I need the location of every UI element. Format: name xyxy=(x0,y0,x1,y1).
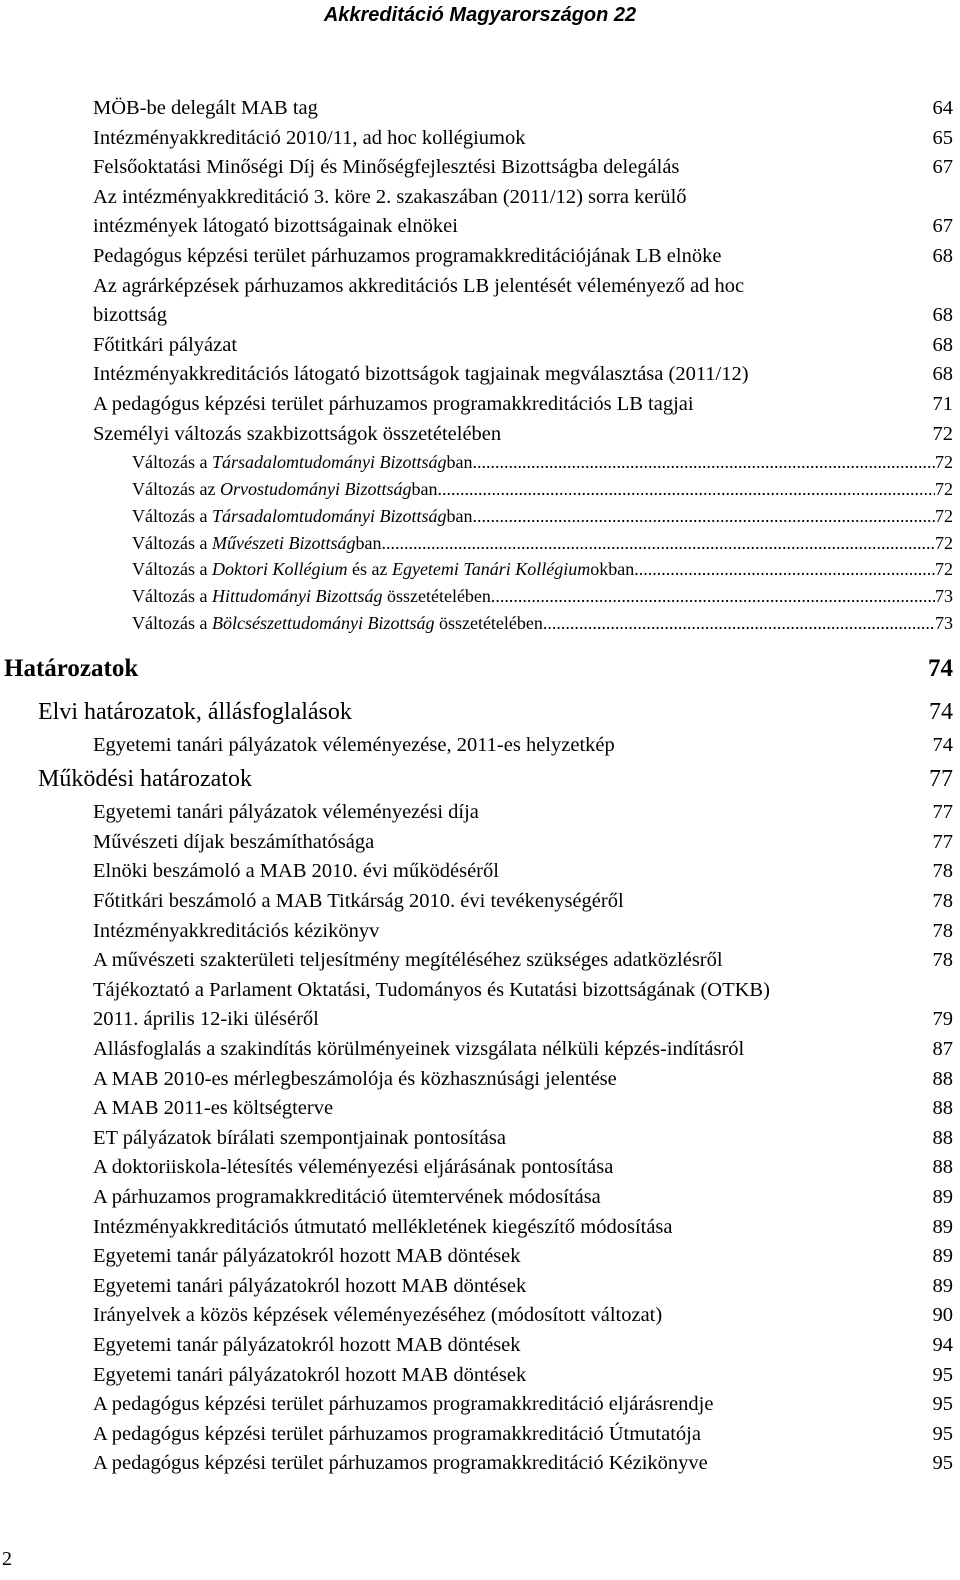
toc-sub-entry-segment: ban xyxy=(446,505,473,526)
toc-entry[interactable] xyxy=(0,242,960,272)
toc-entry-text: Egyetemi tanári pályázatok véleményezése, 2011-es helyzetkép xyxy=(93,733,615,756)
toc-entry[interactable] xyxy=(0,887,960,917)
toc-entry[interactable] xyxy=(0,1361,960,1391)
toc-entry[interactable] xyxy=(0,331,960,361)
toc-sub-entry[interactable] xyxy=(0,503,960,530)
toc-entries-mukodesi xyxy=(0,798,960,1479)
toc-entry-page: 90 xyxy=(932,1304,953,1327)
toc-entry-text: Irányelvek a közös képzések véleményezéséhez (módosított változat) xyxy=(93,1304,663,1327)
toc-sub-entry-line xyxy=(132,476,953,503)
toc-sub-entry-page: 73 xyxy=(935,612,953,633)
toc-entry-page: 68 xyxy=(932,304,953,327)
toc-entry[interactable] xyxy=(0,1094,960,1124)
toc-entry-text: ET pályázatok bírálati szempontjainak pontosítása xyxy=(93,1126,506,1149)
running-header: Akkreditáció Magyarországon 22 xyxy=(323,4,637,26)
toc-sub-entry[interactable] xyxy=(0,583,960,610)
toc-entry[interactable] xyxy=(0,976,960,1006)
toc-entry[interactable] xyxy=(0,828,960,858)
toc-sub-entry-segment: Változás a xyxy=(132,532,212,553)
toc-entry-page: 74 xyxy=(932,733,953,756)
toc-entry[interactable] xyxy=(0,153,960,183)
toc-sub-entry-page: 72 xyxy=(935,559,953,580)
section-page: 77 xyxy=(929,766,953,793)
toc-entry[interactable] xyxy=(0,94,960,124)
section-heading-elvi[interactable] xyxy=(0,693,960,731)
toc-sub-entry-italic: Társadalomtudományi Bizottság xyxy=(211,452,447,473)
toc-sub-entry-italic: Társadalomtudományi Bizottság xyxy=(211,505,447,526)
toc-sub-entry-segment: okban xyxy=(590,559,635,580)
toc-entry-page: 67 xyxy=(932,156,953,179)
toc-entry[interactable] xyxy=(0,1420,960,1450)
toc-sub-entry-italic: Egyetemi Tanári Kollégium xyxy=(391,559,591,580)
toc-entry-page: 95 xyxy=(932,1393,953,1416)
toc-entry[interactable] xyxy=(0,420,960,450)
toc-entry-page: 65 xyxy=(932,126,953,149)
toc-entry-page: 95 xyxy=(932,1363,953,1386)
toc-entry-page: 88 xyxy=(932,1156,953,1179)
toc-entry[interactable] xyxy=(0,798,960,828)
toc-sub-entry-segment: ban xyxy=(411,478,438,499)
toc-entry-page: 88 xyxy=(932,1067,953,1090)
toc-entry[interactable] xyxy=(0,1213,960,1243)
toc-entry[interactable] xyxy=(0,1331,960,1361)
toc-entry[interactable] xyxy=(0,1272,960,1302)
toc-entry-page: 78 xyxy=(932,860,953,883)
toc-entry-page: 78 xyxy=(932,890,953,913)
toc-entry-text: Allásfoglalás a szakindítás körülményeinek vizsgálata nélküli képzés-indításról xyxy=(93,1038,745,1061)
toc-entry-page: 79 xyxy=(932,1008,953,1031)
section-heading-hatarozatok[interactable] xyxy=(0,645,960,693)
toc-entry-text: A pedagógus képzési terület párhuzamos programakkreditáció Útmutatója xyxy=(93,1422,701,1445)
toc-entry-text: Művészeti díjak beszámíthatósága xyxy=(93,830,375,853)
toc-sub-entry-segment: Változás a xyxy=(132,505,212,526)
toc-entry-text: Intézményakkreditációs látogató bizottságok tagjainak megválasztása (2011/12) xyxy=(93,363,749,386)
section-page: 74 xyxy=(929,698,953,725)
toc-sub-entry-segment: összetételében xyxy=(434,612,543,633)
toc-entry-page: 71 xyxy=(932,392,953,415)
section-title: Elvi határozatok, állásfoglalások xyxy=(38,698,352,725)
toc-entry[interactable] xyxy=(0,390,960,420)
toc-entry-page: 94 xyxy=(932,1333,953,1356)
toc-sub-entry-segment: Változás a xyxy=(132,559,212,580)
toc-entry-text: Intézményakkreditáció 2010/11, ad hoc kollégiumok xyxy=(93,126,526,149)
page-number: 2 xyxy=(2,1548,12,1570)
table-of-contents xyxy=(0,94,960,1479)
toc-entry[interactable] xyxy=(0,212,960,242)
dot-leader xyxy=(491,583,935,610)
toc-entry[interactable] xyxy=(0,1301,960,1331)
toc-sub-entry-label xyxy=(132,476,437,503)
toc-sub-entry[interactable] xyxy=(0,530,960,557)
toc-sub-entry-label xyxy=(132,530,381,557)
toc-entry-text: 2011. április 12-iki üléséről xyxy=(93,1008,319,1031)
toc-entry[interactable] xyxy=(0,857,960,887)
toc-entry-text: A MAB 2010-es mérlegbeszámolója és közhasznúsági jelentése xyxy=(93,1067,617,1090)
toc-entry[interactable] xyxy=(0,124,960,154)
toc-sub-entry-segment: és az xyxy=(347,559,392,580)
toc-entry-text: A pedagógus képzési terület párhuzamos programakkreditáció Kézikönyve xyxy=(93,1452,708,1475)
toc-entry[interactable] xyxy=(0,272,960,302)
toc-entries-top xyxy=(0,94,960,449)
toc-entry-text: Egyetemi tanári pályázatok véleményezési díja xyxy=(93,801,479,824)
toc-entry-text: A párhuzamos programakkreditáció ütemtervének módosítása xyxy=(93,1186,601,1209)
toc-entry-text: Főtitkári beszámoló a MAB Titkárság 2010. évi tevékenységéről xyxy=(93,890,624,913)
toc-sub-entry-label xyxy=(132,449,473,476)
toc-entry-text: Elnöki beszámoló a MAB 2010. évi működéséről xyxy=(93,860,499,883)
toc-entry-text: Intézményakkreditációs kézikönyv xyxy=(93,919,380,942)
toc-entry-text: Az intézményakkreditáció 3. köre 2. szakaszában (2011/12) sorra kerülő xyxy=(93,185,687,208)
toc-entry-text: Személyi változás szakbizottságok összetételében xyxy=(93,422,502,445)
toc-entry[interactable] xyxy=(0,1390,960,1420)
toc-sub-entry-segment: ban xyxy=(446,452,473,473)
toc-entry-page: 89 xyxy=(932,1215,953,1238)
toc-sub-entry-line xyxy=(132,449,953,476)
toc-entry[interactable] xyxy=(0,1035,960,1065)
toc-sub-entry-label xyxy=(132,503,473,530)
toc-sub-entry-page: 73 xyxy=(935,586,953,607)
toc-entry-page: 95 xyxy=(932,1422,953,1445)
toc-entry[interactable] xyxy=(0,917,960,947)
toc-entry-page: 68 xyxy=(932,363,953,386)
toc-entry[interactable] xyxy=(0,1065,960,1095)
toc-entry[interactable] xyxy=(0,1449,960,1479)
toc-entry-text: A pedagógus képzési terület párhuzamos programakkreditációs LB tagjai xyxy=(93,392,694,415)
toc-entry-text: A művészeti szakterületi teljesítmény megítéléséhez szükséges adatközlésről xyxy=(93,949,723,972)
toc-sub-entries xyxy=(0,449,960,637)
toc-entry-page: 68 xyxy=(932,333,953,356)
toc-sub-entry-segment: Változás az xyxy=(132,478,220,499)
toc-entry[interactable] xyxy=(0,1153,960,1183)
toc-entry[interactable] xyxy=(0,946,960,976)
toc-entry-text: Egyetemi tanár pályázatokról hozott MAB döntések xyxy=(93,1245,521,1268)
toc-entry-page: 64 xyxy=(932,97,953,119)
toc-entry-text: intézmények látogató bizottságainak elnökei xyxy=(93,215,458,238)
toc-entries-elvi xyxy=(0,731,960,761)
toc-entry-text: A doktoriiskola-létesítés véleményezési eljárásának pontosítása xyxy=(93,1156,614,1179)
toc-entry-text: Intézményakkreditációs útmutató mellékletének kiegészítő módosítása xyxy=(93,1215,673,1238)
toc-sub-entry-segment: összetételében xyxy=(382,586,491,607)
dot-leader xyxy=(437,476,935,503)
toc-sub-entry[interactable] xyxy=(0,556,960,583)
toc-entry[interactable] xyxy=(0,731,960,761)
toc-sub-entry[interactable] xyxy=(0,449,960,476)
toc-entry-page: 78 xyxy=(932,919,953,942)
toc-entry-text: Egyetemi tanári pályázatokról hozott MAB döntések xyxy=(93,1363,527,1386)
toc-entry-text: A pedagógus képzési terület párhuzamos programakkreditáció eljárásrendje xyxy=(93,1393,714,1416)
toc-sub-entry-label xyxy=(132,583,491,610)
toc-sub-entry-italic: Hittudományi Bizottság xyxy=(211,586,383,607)
toc-entry[interactable] xyxy=(0,1183,960,1213)
toc-entry[interactable] xyxy=(0,301,960,331)
toc-entry[interactable] xyxy=(0,1242,960,1272)
toc-sub-entry-line xyxy=(132,610,953,637)
toc-entry-text: MÖB-be delegált MAB tag xyxy=(93,97,318,119)
toc-entry-text: Az agrárképzések párhuzamos akkreditációs LB jelentését véleményező ad hoc xyxy=(93,274,745,297)
toc-sub-entry-italic: Orvostudományi Bizottság xyxy=(219,478,412,499)
toc-entry-page: 89 xyxy=(932,1186,953,1209)
toc-entry-page: 88 xyxy=(932,1126,953,1149)
dot-leader xyxy=(634,556,935,583)
toc-sub-entry[interactable] xyxy=(0,610,960,637)
toc-entry[interactable] xyxy=(0,360,960,390)
toc-sub-entry-segment: ban xyxy=(355,532,382,553)
toc-sub-entry-segment: Változás a xyxy=(132,586,212,607)
toc-sub-entry-line xyxy=(132,503,953,530)
dot-leader xyxy=(381,530,935,557)
toc-entry-page: 77 xyxy=(932,830,953,853)
toc-sub-entry-page: 72 xyxy=(935,452,953,473)
toc-sub-entry-label xyxy=(132,610,543,637)
toc-sub-entry-italic: Doktori Kollégium xyxy=(211,559,348,580)
toc-sub-entry[interactable] xyxy=(0,476,960,503)
section-title: Működési határozatok xyxy=(38,766,252,793)
toc-entry[interactable] xyxy=(0,1005,960,1035)
dot-leader xyxy=(473,449,936,476)
dot-leader xyxy=(543,610,935,637)
toc-entry-page: 72 xyxy=(932,422,953,445)
toc-sub-entry-line xyxy=(132,530,953,557)
toc-sub-entry-page: 72 xyxy=(935,478,953,499)
toc-entry-page: 89 xyxy=(932,1245,953,1268)
toc-entry-text: Egyetemi tanár pályázatokról hozott MAB döntések xyxy=(93,1333,521,1356)
toc-sub-entry-italic: Művészeti Bizottság xyxy=(211,532,356,553)
toc-entry-page: 89 xyxy=(932,1274,953,1297)
toc-entry[interactable] xyxy=(0,183,960,213)
toc-sub-entry-label xyxy=(132,556,634,583)
toc-entry[interactable] xyxy=(0,1124,960,1154)
toc-entry-text: bizottság xyxy=(93,304,168,327)
toc-sub-entry-page: 72 xyxy=(935,505,953,526)
toc-entry-text: Tájékoztató a Parlament Oktatási, Tudományos és Kutatási bizottságának (OTKB) xyxy=(93,978,770,1001)
toc-sub-entry-page: 72 xyxy=(935,532,953,553)
toc-sub-entry-italic: Bölcsészettudományi Bizottság xyxy=(211,612,435,633)
toc-entry-text: Főtitkári pályázat xyxy=(93,333,238,356)
toc-entry-page: 68 xyxy=(932,244,953,267)
section-title: Határozatok xyxy=(4,654,139,682)
section-page: 74 xyxy=(928,654,953,682)
toc-entry-page: 87 xyxy=(932,1038,953,1061)
toc-entry-page: 88 xyxy=(932,1097,953,1120)
toc-entry-page: 95 xyxy=(932,1452,953,1475)
toc-entry-page: 77 xyxy=(932,801,953,824)
toc-entry-text: Egyetemi tanári pályázatokról hozott MAB döntések xyxy=(93,1274,527,1297)
toc-sub-entry-segment: Változás a xyxy=(132,612,212,633)
toc-sub-entry-line xyxy=(132,583,953,610)
toc-entry-page: 67 xyxy=(932,215,953,238)
toc-entry-text: Felsőoktatási Minőségi Díj és Minőségfejlesztési Bizottságba delegálás xyxy=(93,156,680,179)
toc-entry-text: A MAB 2011-es költségterve xyxy=(93,1097,334,1120)
section-heading-mukodesi[interactable] xyxy=(0,760,960,798)
toc-entry-page: 78 xyxy=(932,949,953,972)
toc-entry-text: Pedagógus képzési terület párhuzamos programakkreditációjának LB elnöke xyxy=(93,244,722,267)
toc-sub-entry-segment: Változás a xyxy=(132,452,212,473)
toc-sub-entry-line xyxy=(132,556,953,583)
dot-leader xyxy=(473,503,936,530)
